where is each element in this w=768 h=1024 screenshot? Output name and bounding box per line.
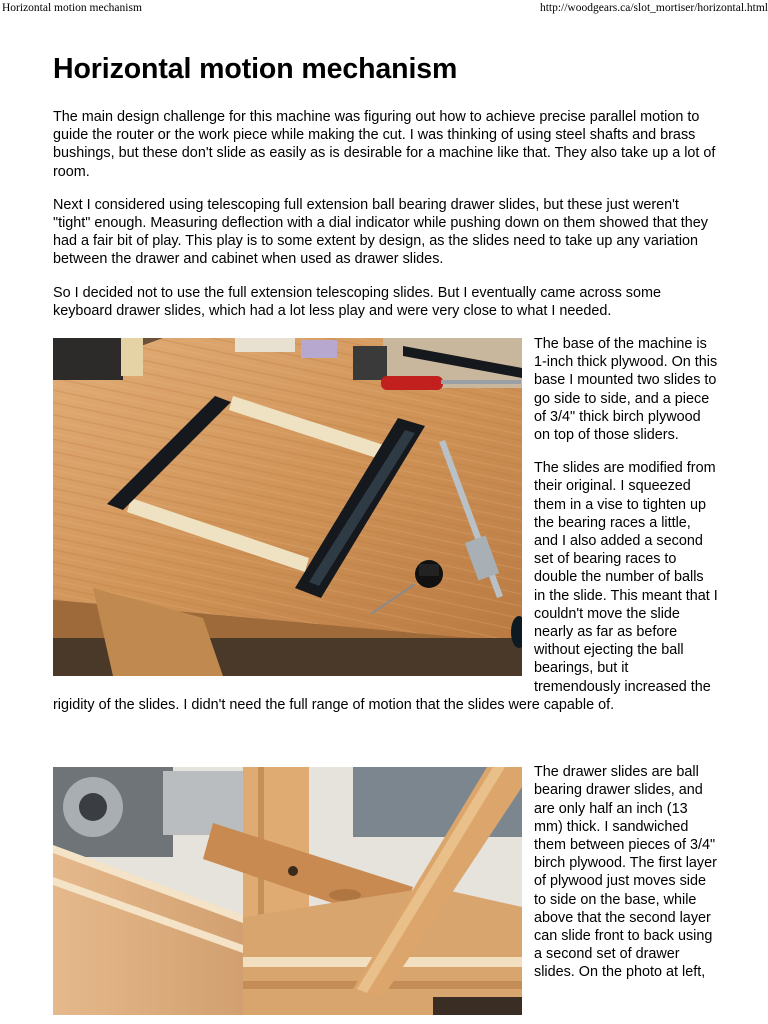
print-header [0, 0, 768, 16]
photo-plywood-sandwich [53, 767, 522, 1015]
article [53, 50, 718, 1019]
print-url: http://woodgears.ca/slot_mortiser/horizontal.html [539, 2, 768, 14]
page-title: Horizontal motion mechanism [53, 53, 458, 85]
paragraph-intro: The main design challenge for this machine was figuring out how to achieve precise parallel motion to guide the router or the work piece while making the cut. I was thinking of using steel shafts and brass bushings, but these don't slide as easily as is desirable for a machine like that. They also take up a lot of room. [53, 109, 716, 180]
paragraph-base: The base of the machine is 1-inch thick plywood. On this base I mounted two slides to go side to side, and a piece of 3/4" thick birch plywood on top of those sliders. [534, 336, 718, 444]
photo-slides-on-base [53, 338, 522, 676]
print-page-title: Horizontal motion mechanism [2, 2, 142, 14]
paragraph-modified-slides: The slides are modified from their original. I squeezed them in a vise to tighten up the bearing races a little, and I also added a second set of bearing races to double the number of balls in the slide. This meant that I couldn't move the slide nearly as far as before without ejecting the ball bearings, but it tremendously increased the rigidity of the slides. I didn't need the full range of motion that the slides were capable of. [53, 460, 718, 713]
paragraph-sandwich: The drawer slides are ball bearing drawer slides, and are only half an inch (13 mm) thick. I sandwiched them between pieces of 3/4" birch plywood. The first layer of plywood just moves side to side on the base, while above that the second layer can slide front to back using a second set of drawer slides. On the photo at left, [534, 764, 717, 981]
paragraph-keyboard-slides: So I decided not to use the full extension telescoping slides. But I eventually came across some keyboard drawer slides, which had a lot less play and were very close to what I needed. [53, 284, 661, 319]
paragraph-drawer-slides: Next I considered using telescoping full extension ball bearing drawer slides, but these just weren't "tight" enough. Measuring deflection with a dial indicator while pushing down on them showed that they had a fair bit of play. This play is to some extent by design, as the slides need to take up any variation between the drawer and cabinet when used as drawer slides. [53, 196, 708, 268]
